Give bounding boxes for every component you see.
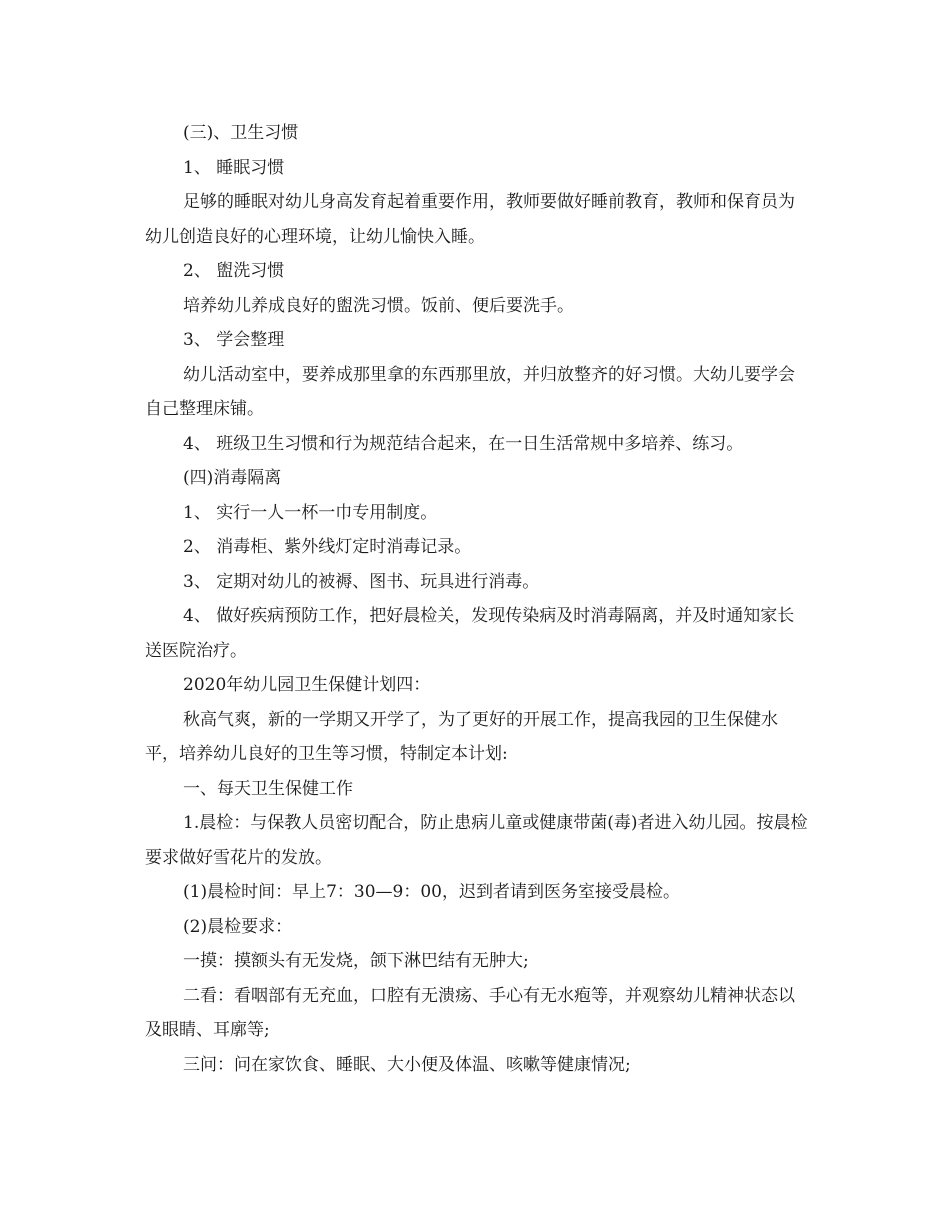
item-look: 二看：看咽部有无充血，口腔有无溃疡、手心有无水疱等，并观察幼儿精神状态以及眼睛、耳廓等; xyxy=(145,985,795,1040)
section-heading-disinfection: (四)消毒隔离 xyxy=(183,468,282,488)
item-touch: 一摸：摸额头有无发烧，颌下淋巴结有无肿大; xyxy=(183,951,529,971)
item-disinfection-3: 3、 定期对幼儿的被褥、图书、玩具进行消毒。 xyxy=(183,571,540,592)
item-disinfection-2: 2、 消毒柜、紫外线灯定时消毒记录。 xyxy=(183,537,472,557)
paragraph-sleep-habit: 足够的睡眠对幼儿身高发育起着重要作用，教师要做好睡前教育，教师和保育员为幼儿创造良好的心理环境，让幼儿愉快入睡。 xyxy=(145,192,795,247)
item-sleep-habit-heading: 1、 睡眠习惯 xyxy=(183,157,285,178)
item-ask: 三问：问在家饮食、睡眠、大小便及体温、咳嗽等健康情况; xyxy=(183,1054,631,1075)
item-check-time: (1)晨检时间：早上7：30—9：00，迟到者请到医务室接受晨检。 xyxy=(183,882,680,902)
item-tidying-heading: 3、 学会整理 xyxy=(183,330,285,350)
section-heading-daily-work: 一、每天卫生保健工作 xyxy=(183,778,353,799)
paragraph-washing-habit: 培养幼儿养成良好的盥洗习惯。饭前、便后要洗手。 xyxy=(183,295,574,316)
item-disinfection-4: 4、 做好疾病预防工作，把好晨检关，发现传染病及时消毒隔离，并及时通知家长送医院治疗。 xyxy=(145,606,795,661)
item-check-requirements: (2)晨检要求： xyxy=(183,916,293,937)
item-class-hygiene: 4、 班级卫生习惯和行为规范结合起来，在一日生活常规中多培养、练习。 xyxy=(183,433,744,454)
paragraph-tidying: 幼儿活动室中，要养成那里拿的东西那里放，并归放整齐的好习惯。大幼儿要学会自己整理床铺。 xyxy=(145,364,795,419)
section-heading-hygiene-habits: (三)、卫生习惯 xyxy=(183,123,299,143)
item-washing-habit-heading: 2、 盥洗习惯 xyxy=(183,261,285,281)
plan-title: 2020年幼儿园卫生保健计划四： xyxy=(183,675,431,695)
paragraph-morning-check: 1.晨检：与保教人员密切配合，防止患病儿童或健康带菌(毒)者进入幼儿园。按晨检要求做好雪花片的发放。 xyxy=(145,813,808,868)
paragraph-plan-intro: 秋高气爽，新的一学期又开学了，为了更好的开展工作，提高我园的卫生保健水平，培养幼儿良好的卫生等习惯，特制定本计划: xyxy=(145,709,778,764)
item-disinfection-1: 1、 实行一人一杯一巾专用制度。 xyxy=(183,502,438,523)
